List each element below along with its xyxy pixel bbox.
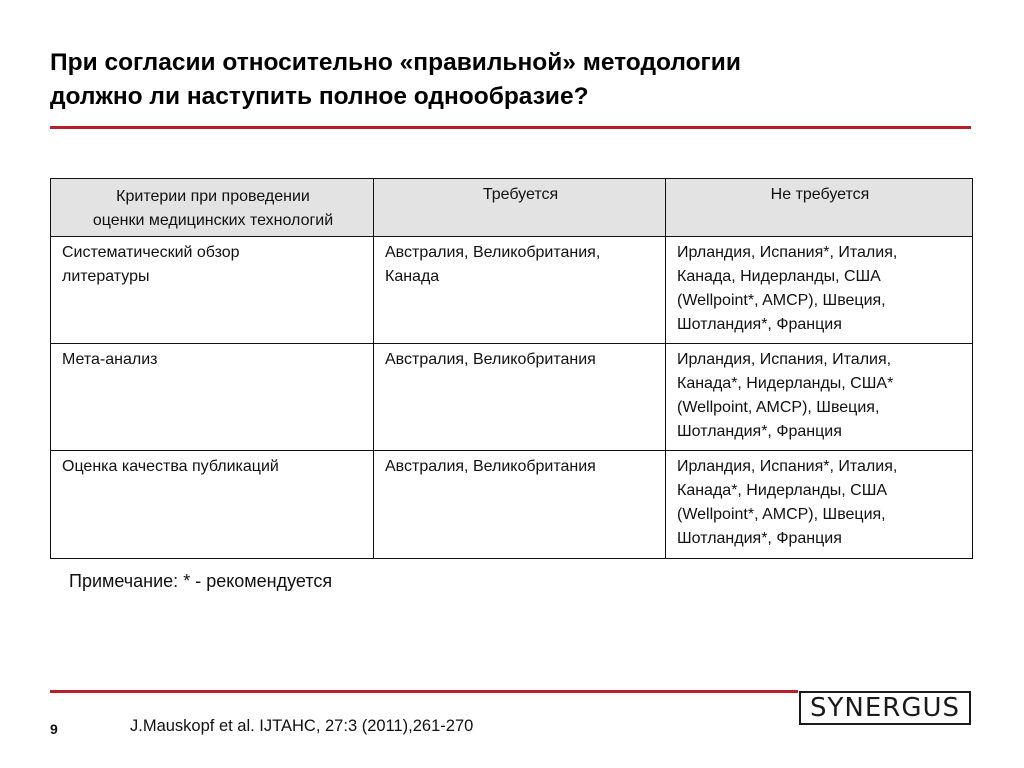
not-required-cell (666, 344, 973, 451)
slide-title (50, 46, 980, 114)
criterion-cell (51, 237, 374, 344)
required-cell (374, 451, 666, 559)
table-row (51, 237, 973, 344)
methodology-table (50, 178, 973, 559)
required-text: Австралия, Великобритания (385, 351, 596, 368)
table-header-row (51, 179, 973, 237)
not-required-cell (666, 451, 973, 559)
not-required-text: (Wellpoint*, AMCP), Швеция, (677, 506, 886, 523)
title-line-2: должно ли наступить полное однообразие? (50, 83, 589, 110)
header-criteria (51, 179, 374, 237)
criterion-text: литературы (62, 268, 150, 285)
not-required-text: Канада, Нидерланды, США (677, 268, 881, 285)
not-required-text: (Wellpoint, AMCP), Швеция, (677, 399, 880, 416)
citation: J.Mauskopf et al. IJTAHC, 27:3 (2011),261-270 (130, 717, 474, 735)
not-required-text: Ирландия, Испания*, Италия, (677, 244, 898, 261)
criterion-text: Мета-анализ (62, 351, 158, 368)
criterion-cell (51, 451, 374, 559)
header-criteria-line-2: оценки медицинских технологий (92, 212, 334, 229)
logo-text: SYNERGUS (809, 693, 960, 723)
required-cell (374, 237, 666, 344)
not-required-text: Шотландия*, Франция (677, 316, 842, 333)
not-required-text: Ирландия, Испания, Италия, (677, 351, 892, 368)
header-required-label: Требуется (482, 186, 559, 203)
not-required-text: Канада*, Нидерланды, США* (677, 375, 894, 392)
required-text: Канада (385, 268, 440, 285)
footnote: Примечание: * - рекомендуется (69, 571, 333, 591)
header-not-required (666, 179, 973, 237)
not-required-text: (Wellpoint*, AMCP), Швеция, (677, 292, 886, 309)
required-text: Австралия, Великобритания, (385, 244, 601, 261)
not-required-text: Канада*, Нидерланды, США (677, 482, 888, 499)
table-row (51, 344, 973, 451)
required-cell (374, 344, 666, 451)
page-number: 9 (50, 721, 58, 737)
table-row (51, 451, 973, 559)
criterion-cell (51, 344, 374, 451)
not-required-text: Шотландия*, Франция (677, 530, 842, 547)
not-required-text: Ирландия, Испания*, Италия, (677, 458, 898, 475)
synergus-logo (799, 691, 971, 725)
not-required-cell (666, 237, 973, 344)
header-not-required-label: Не требуется (770, 186, 870, 203)
title-divider (50, 126, 971, 129)
criterion-text: Систематический обзор (62, 244, 240, 261)
criterion-text: Оценка качества публикаций (62, 458, 279, 475)
title-line-1: При согласии относительно «правильной» методологии (50, 49, 741, 76)
not-required-text: Шотландия*, Франция (677, 423, 842, 440)
header-required (374, 179, 666, 237)
footer-divider (50, 690, 798, 693)
required-text: Австралия, Великобритания (385, 458, 596, 475)
header-criteria-line-1: Критерии при проведении (116, 188, 310, 205)
